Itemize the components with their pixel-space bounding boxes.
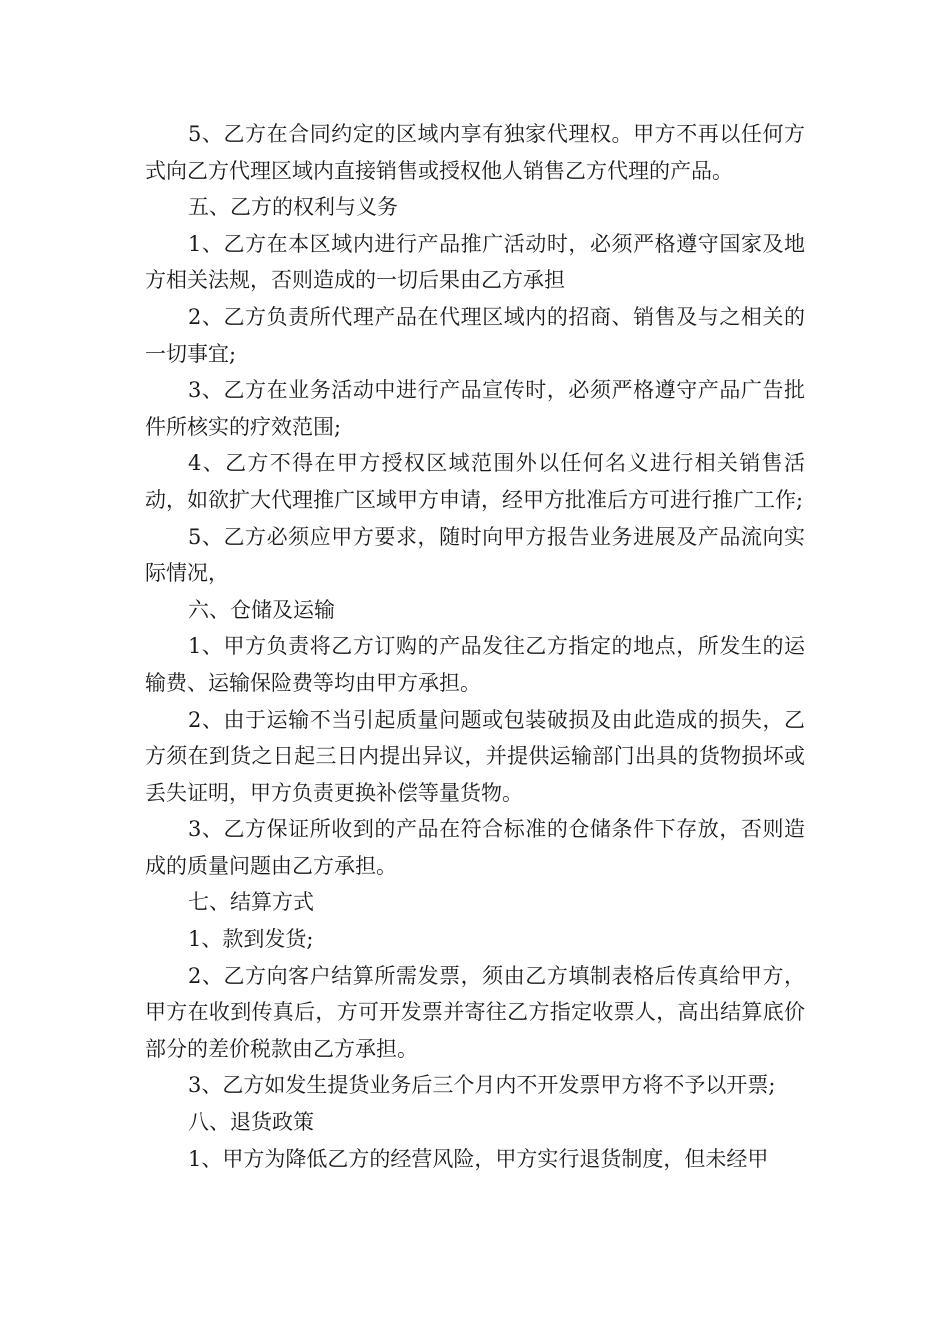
clause-1-payment-before-delivery: 1、款到发货; xyxy=(188,927,314,952)
section-heading-8: 八、退货政策 xyxy=(188,1110,314,1135)
clause-3-invoice-deadline: 3、乙方如发生提货业务后三个月内不开发票甲方将不予以开票; xyxy=(188,1073,776,1098)
clause-3-storage: 3、乙方保证所收到的产品在符合标准的仓储条件下存放，否则造成的质量问题由乙方承担。 xyxy=(145,817,805,878)
clause-1-promotion-compliance: 1、乙方在本区域内进行产品推广活动时，必须严格遵守国家及地方相关法规，否则造成的一切后果由乙方承担 xyxy=(145,231,805,293)
clause-2-transport-damage: 2、由于运输不当引起质量问题或包装破损及由此造成的损失，乙方须在到货之日起三日内提出异议，并提供运输部门出具的货物损坏或丢失证明，甲方负责更换补偿等量货物。 xyxy=(145,707,805,805)
section-heading-5: 五、乙方的权利与义务 xyxy=(188,195,398,220)
clause-5-reporting: 5、乙方必须应甲方要求，随时向甲方报告业务进展及产品流向实际情况， xyxy=(145,524,805,586)
clause-5-exclusive-agency: 5、乙方在合同约定的区域内享有独家代理权。甲方不再以任何方式向乙方代理区域内直接销售或授权他人销售乙方代理的产品。 xyxy=(145,122,805,183)
section-heading-6: 六、仓储及运输 xyxy=(188,597,335,622)
clause-1-shipping-costs: 1、甲方负责将乙方订购的产品发往乙方指定的地点，所发生的运输费、运输保险费等均由甲方承担。 xyxy=(145,634,805,695)
section-heading-7: 七、结算方式 xyxy=(188,890,314,915)
clause-2-invoicing: 2、乙方向客户结算所需发票，须由乙方填制表格后传真给甲方，甲方在收到传真后，方可开发票并寄往乙方指定收票人，高出结算底价部分的差价税款由乙方承担。 xyxy=(145,963,805,1061)
clause-2-investment-sales: 2、乙方负责所代理产品在代理区域内的招商、销售及与之相关的一切事宜; xyxy=(145,304,805,366)
document-body xyxy=(145,116,805,1177)
clause-3-advertising: 3、乙方在业务活动中进行产品宣传时，必须严格遵守产品广告批件所核实的疗效范围; xyxy=(145,378,805,439)
clause-1-return-policy: 1、甲方为降低乙方的经营风险，甲方实行退货制度，但未经甲 xyxy=(188,1146,769,1171)
clause-4-territory-limits: 4、乙方不得在甲方授权区域范围外以任何名义进行相关销售活动，如欲扩大代理推广区域甲方申请，经甲方批准后方可进行推广工作; xyxy=(145,451,805,512)
